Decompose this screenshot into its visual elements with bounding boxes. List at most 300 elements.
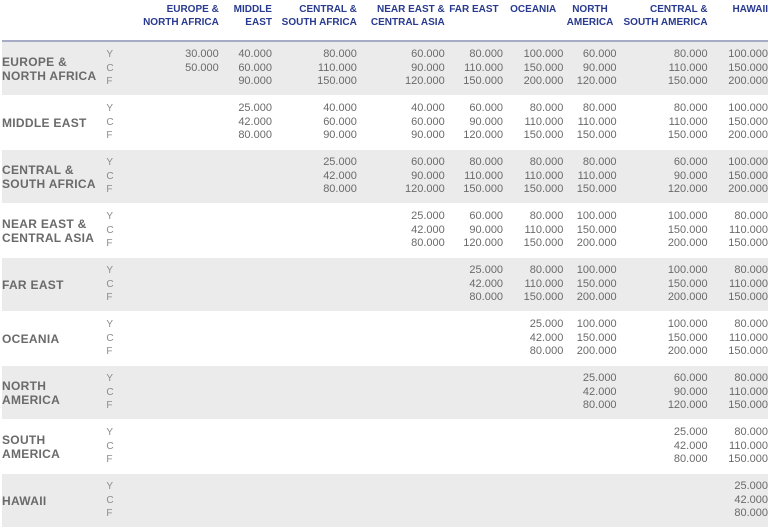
miles-value: 150.000 — [576, 129, 617, 142]
miles-value: 80.000 — [529, 102, 564, 115]
column-header-line1: CENTRAL & — [649, 4, 708, 15]
column-header-line1: HAWAII — [732, 4, 768, 15]
cabin-label: C — [106, 332, 114, 344]
miles-cell — [219, 258, 272, 312]
miles-value — [219, 386, 272, 400]
miles-value: 150.000 — [576, 183, 617, 196]
miles-value — [219, 210, 272, 224]
cabin-label: C — [106, 224, 114, 236]
miles-value: 25.000 — [238, 102, 272, 115]
miles-value: 200.000 — [667, 237, 708, 250]
table-row — [2, 312, 768, 366]
miles-value — [272, 210, 357, 224]
miles-value: 150.000 — [317, 75, 357, 88]
miles-value — [137, 332, 219, 346]
miles-value: 110.000 — [317, 61, 357, 74]
origin-region-line1: HAWAII — [2, 493, 47, 508]
miles-value — [445, 426, 503, 440]
miles-cell — [357, 150, 445, 204]
miles-value: 150.000 — [667, 223, 708, 236]
miles-value — [219, 399, 272, 413]
miles-value: 150.000 — [728, 345, 768, 358]
miles-value — [137, 237, 219, 251]
miles-value: 150.000 — [667, 129, 708, 142]
miles-value — [137, 345, 219, 359]
miles-value: 120.000 — [463, 129, 504, 142]
miles-cell — [272, 258, 357, 312]
miles-value: 200.000 — [728, 75, 768, 88]
miles-value: 100.000 — [576, 210, 617, 223]
miles-value — [357, 494, 445, 508]
miles-value: 80.000 — [734, 264, 768, 277]
miles-value — [563, 426, 616, 440]
miles-value: 80.000 — [734, 372, 768, 385]
column-header-line1: CENTRAL & — [299, 4, 357, 15]
miles-value: 80.000 — [469, 156, 504, 169]
origin-region-line2: SOUTH AFRICA — [2, 176, 96, 191]
miles-cell — [617, 41, 708, 96]
miles-cell — [503, 96, 563, 150]
column-header — [357, 3, 445, 41]
miles-cell — [137, 366, 219, 420]
column-header — [563, 3, 616, 41]
origin-region — [2, 150, 106, 204]
column-header — [617, 3, 708, 41]
miles-value: 80.000 — [673, 453, 708, 466]
miles-cell — [617, 258, 708, 312]
miles-value — [137, 129, 219, 143]
miles-cell — [503, 420, 563, 474]
miles-value: 120.000 — [667, 183, 708, 196]
miles-cell — [219, 96, 272, 150]
cabin-labels — [106, 312, 137, 366]
miles-value: 80.000 — [529, 210, 564, 223]
miles-value: 200.000 — [728, 183, 768, 196]
miles-value — [137, 426, 219, 440]
miles-value: 30.000 — [185, 48, 219, 61]
miles-cell — [219, 366, 272, 420]
miles-value — [272, 494, 357, 508]
miles-cell — [272, 41, 357, 96]
miles-cell — [137, 204, 219, 258]
cabin-label: Y — [106, 373, 113, 385]
miles-value: 50.000 — [185, 61, 219, 74]
miles-value — [219, 372, 272, 386]
miles-cell — [563, 420, 616, 474]
miles-value: 100.000 — [728, 156, 768, 169]
origin-region — [2, 204, 106, 258]
origin-region-line2: AMERICA — [2, 446, 61, 461]
chart-body — [2, 41, 768, 528]
miles-cell — [272, 474, 357, 528]
cabin-label: F — [106, 238, 113, 250]
miles-value: 100.000 — [576, 264, 617, 277]
column-header-line2: NORTH AFRICA — [143, 17, 219, 28]
table-row — [2, 96, 768, 150]
miles-value: 150.000 — [576, 277, 617, 290]
miles-value: 90.000 — [582, 61, 617, 74]
miles-value — [445, 440, 503, 454]
miles-value: 80.000 — [469, 48, 504, 61]
miles-cell — [617, 150, 708, 204]
miles-value: 42.000 — [529, 331, 564, 344]
miles-value: 100.000 — [667, 318, 708, 331]
miles-cell — [445, 96, 503, 150]
miles-value: 200.000 — [667, 291, 708, 304]
miles-value — [272, 345, 357, 359]
cabin-label: Y — [106, 49, 113, 61]
miles-value — [137, 278, 219, 292]
miles-value — [445, 480, 503, 494]
miles-value: 110.000 — [524, 169, 564, 182]
miles-value: 110.000 — [464, 61, 504, 74]
miles-value — [563, 494, 616, 508]
miles-value: 25.000 — [411, 210, 445, 223]
miles-value — [617, 480, 708, 494]
miles-value — [272, 453, 357, 467]
origin-region-line2: CENTRAL ASIA — [2, 230, 95, 245]
miles-value: 110.000 — [729, 385, 768, 398]
miles-value — [219, 170, 272, 184]
miles-value: 90.000 — [469, 115, 504, 128]
miles-value: 150.000 — [728, 237, 768, 250]
miles-value — [445, 386, 503, 400]
miles-value — [137, 102, 219, 116]
miles-value — [357, 372, 445, 386]
miles-cell — [272, 420, 357, 474]
miles-value — [503, 440, 563, 454]
column-header-line1: EUROPE & — [166, 4, 219, 15]
miles-value — [563, 507, 616, 521]
miles-value — [617, 494, 708, 508]
origin-region — [2, 420, 106, 474]
miles-cell — [708, 366, 768, 420]
miles-value — [219, 345, 272, 359]
miles-value: 150.000 — [667, 331, 708, 344]
miles-value — [219, 480, 272, 494]
miles-value — [137, 170, 219, 184]
miles-value — [357, 426, 445, 440]
miles-value: 80.000 — [582, 399, 617, 412]
origin-region-line1: EUROPE & — [2, 54, 68, 69]
miles-value — [357, 332, 445, 346]
miles-value — [563, 480, 616, 494]
miles-value — [272, 507, 357, 521]
miles-value — [219, 237, 272, 251]
header-row — [2, 3, 768, 41]
miles-value: 120.000 — [576, 75, 617, 88]
miles-cell — [219, 474, 272, 528]
miles-cell — [503, 204, 563, 258]
table-row — [2, 420, 768, 474]
cabin-label: Y — [106, 427, 113, 439]
cabin-label: Y — [106, 103, 113, 115]
miles-cell — [617, 420, 708, 474]
miles-value: 60.000 — [238, 61, 272, 74]
miles-cell — [219, 312, 272, 366]
miles-value: 150.000 — [463, 75, 504, 88]
miles-value — [272, 237, 357, 251]
miles-value: 100.000 — [667, 264, 708, 277]
miles-cell — [563, 312, 616, 366]
miles-cell — [503, 312, 563, 366]
miles-value: 25.000 — [673, 426, 708, 439]
cabin-label: F — [106, 346, 113, 358]
miles-value: 90.000 — [238, 75, 272, 88]
cabin-label: C — [106, 440, 114, 452]
cabin-label: C — [106, 170, 114, 182]
cabin-labels — [106, 150, 137, 204]
miles-cell — [708, 420, 768, 474]
miles-value — [219, 332, 272, 346]
miles-value: 42.000 — [673, 439, 708, 452]
origin-region-line1: SOUTH — [2, 432, 46, 447]
miles-value — [219, 156, 272, 170]
miles-cell — [563, 41, 616, 96]
miles-cell — [272, 366, 357, 420]
miles-value — [272, 372, 357, 386]
miles-value: 200.000 — [576, 291, 617, 304]
miles-value: 42.000 — [469, 277, 504, 290]
miles-value — [272, 291, 357, 305]
miles-value: 110.000 — [524, 115, 564, 128]
origin-region — [2, 258, 106, 312]
header-corner — [2, 3, 106, 41]
miles-value: 80.000 — [734, 210, 768, 223]
miles-value — [137, 156, 219, 170]
origin-region-line1: MIDDLE EAST — [2, 115, 87, 130]
miles-value: 80.000 — [673, 48, 708, 61]
miles-value — [503, 480, 563, 494]
miles-cell — [219, 420, 272, 474]
miles-value: 150.000 — [576, 331, 617, 344]
miles-value: 90.000 — [411, 129, 445, 142]
cabin-label: F — [106, 292, 113, 304]
miles-value — [357, 453, 445, 467]
miles-value — [272, 318, 357, 332]
miles-cell — [357, 366, 445, 420]
miles-value — [357, 440, 445, 454]
miles-cell — [503, 474, 563, 528]
miles-cell — [219, 204, 272, 258]
miles-value: 150.000 — [523, 237, 564, 250]
miles-value: 150.000 — [523, 61, 564, 74]
miles-value: 110.000 — [729, 277, 768, 290]
origin-region-line2: NORTH AFRICA — [2, 68, 97, 83]
miles-value: 150.000 — [523, 129, 564, 142]
miles-value: 100.000 — [667, 210, 708, 223]
cabin-labels — [106, 41, 137, 96]
miles-value — [219, 494, 272, 508]
column-header — [219, 3, 272, 41]
miles-value — [272, 426, 357, 440]
miles-value: 60.000 — [411, 48, 445, 61]
miles-value: 80.000 — [582, 102, 617, 115]
miles-value: 60.000 — [411, 156, 445, 169]
miles-value — [219, 440, 272, 454]
cabin-labels — [106, 258, 137, 312]
miles-value — [445, 494, 503, 508]
miles-value — [445, 399, 503, 413]
miles-value: 90.000 — [469, 223, 504, 236]
miles-value: 42.000 — [734, 493, 768, 506]
miles-value — [357, 264, 445, 278]
miles-value — [357, 480, 445, 494]
cabin-labels — [106, 474, 137, 528]
miles-value — [445, 453, 503, 467]
miles-value: 60.000 — [411, 115, 445, 128]
miles-value: 90.000 — [673, 169, 708, 182]
miles-value: 150.000 — [523, 183, 564, 196]
miles-value — [272, 440, 357, 454]
miles-value — [137, 453, 219, 467]
miles-value — [272, 264, 357, 278]
miles-value — [137, 264, 219, 278]
miles-value — [219, 183, 272, 197]
column-header-line1: FAR EAST — [449, 4, 499, 15]
origin-region-line1: OCEANIA — [2, 331, 60, 346]
miles-value — [137, 494, 219, 508]
miles-value: 100.000 — [523, 48, 564, 61]
miles-value: 150.000 — [728, 291, 768, 304]
column-header-line2: SOUTH AMERICA — [623, 17, 708, 28]
miles-cell — [137, 96, 219, 150]
miles-value — [137, 440, 219, 454]
miles-value: 40.000 — [238, 48, 272, 61]
award-chart-table — [2, 3, 768, 528]
miles-value: 80.000 — [734, 507, 768, 520]
cabin-label: F — [106, 454, 113, 466]
miles-value — [137, 386, 219, 400]
miles-cell — [708, 41, 768, 96]
miles-value — [357, 318, 445, 332]
miles-value — [219, 278, 272, 292]
miles-value: 110.000 — [524, 277, 564, 290]
cabin-label: C — [106, 116, 114, 128]
cabin-label: F — [106, 76, 113, 88]
miles-value — [272, 278, 357, 292]
origin-region — [2, 96, 106, 150]
miles-value — [272, 224, 357, 238]
miles-value: 120.000 — [405, 183, 445, 196]
miles-value: 42.000 — [582, 385, 617, 398]
miles-cell — [708, 204, 768, 258]
miles-value: 80.000 — [529, 264, 564, 277]
miles-value: 25.000 — [582, 372, 617, 385]
miles-value — [617, 507, 708, 521]
miles-value — [219, 264, 272, 278]
cabin-label: F — [106, 400, 113, 412]
miles-value: 150.000 — [523, 291, 564, 304]
table-row — [2, 366, 768, 420]
miles-cell — [137, 474, 219, 528]
miles-value — [137, 372, 219, 386]
origin-region-line1: CENTRAL & — [2, 162, 74, 177]
cabin-label: Y — [106, 157, 113, 169]
miles-value: 150.000 — [728, 61, 768, 74]
miles-value: 200.000 — [667, 345, 708, 358]
miles-value: 200.000 — [576, 345, 617, 358]
miles-value — [445, 345, 503, 359]
miles-cell — [617, 204, 708, 258]
miles-value: 25.000 — [734, 480, 768, 493]
miles-value — [503, 386, 563, 400]
miles-value: 110.000 — [729, 331, 768, 344]
column-header-line1: NORTH — [572, 4, 608, 15]
miles-value: 40.000 — [411, 102, 445, 115]
miles-value — [137, 399, 219, 413]
miles-value — [137, 480, 219, 494]
miles-value: 110.000 — [668, 115, 708, 128]
cabin-label: F — [106, 184, 113, 196]
miles-cell — [137, 150, 219, 204]
miles-value: 110.000 — [729, 223, 768, 236]
miles-cell — [272, 150, 357, 204]
miles-value: 25.000 — [529, 318, 564, 331]
miles-value — [219, 291, 272, 305]
miles-cell — [617, 474, 708, 528]
miles-value — [137, 116, 219, 130]
column-header — [503, 3, 563, 41]
miles-cell — [563, 150, 616, 204]
miles-value — [503, 453, 563, 467]
origin-region — [2, 474, 106, 528]
miles-value — [137, 318, 219, 332]
cabin-label: C — [106, 386, 114, 398]
miles-value — [503, 507, 563, 521]
miles-value: 100.000 — [576, 318, 617, 331]
miles-value: 80.000 — [411, 237, 445, 250]
miles-value: 80.000 — [469, 291, 504, 304]
miles-value: 150.000 — [667, 75, 708, 88]
miles-value — [445, 332, 503, 346]
miles-cell — [563, 96, 616, 150]
miles-value: 25.000 — [323, 156, 357, 169]
miles-value: 80.000 — [323, 48, 357, 61]
miles-value — [137, 210, 219, 224]
miles-value — [272, 332, 357, 346]
miles-value — [503, 426, 563, 440]
miles-cell — [445, 150, 503, 204]
miles-cell — [357, 96, 445, 150]
miles-value: 90.000 — [323, 129, 357, 142]
table-row — [2, 474, 768, 528]
miles-cell — [617, 312, 708, 366]
table-row — [2, 150, 768, 204]
cabin-label: C — [106, 278, 114, 290]
miles-cell — [137, 258, 219, 312]
column-header-line2: CENTRAL ASIA — [370, 17, 445, 28]
miles-value — [137, 183, 219, 197]
miles-value: 110.000 — [729, 439, 768, 452]
miles-cell — [357, 420, 445, 474]
header-cabin-spacer — [106, 3, 137, 41]
miles-value: 110.000 — [464, 169, 504, 182]
miles-value: 60.000 — [673, 372, 708, 385]
miles-value: 80.000 — [734, 426, 768, 439]
miles-value — [137, 75, 219, 89]
cabin-label: Y — [106, 265, 113, 277]
miles-value — [357, 345, 445, 359]
cabin-label: Y — [106, 319, 113, 331]
cabin-label: Y — [106, 211, 113, 223]
miles-cell — [357, 204, 445, 258]
column-header — [445, 3, 503, 41]
column-header-line1: NEAR EAST & — [376, 4, 445, 15]
miles-value: 150.000 — [463, 183, 504, 196]
miles-value — [357, 278, 445, 292]
miles-value — [219, 224, 272, 238]
